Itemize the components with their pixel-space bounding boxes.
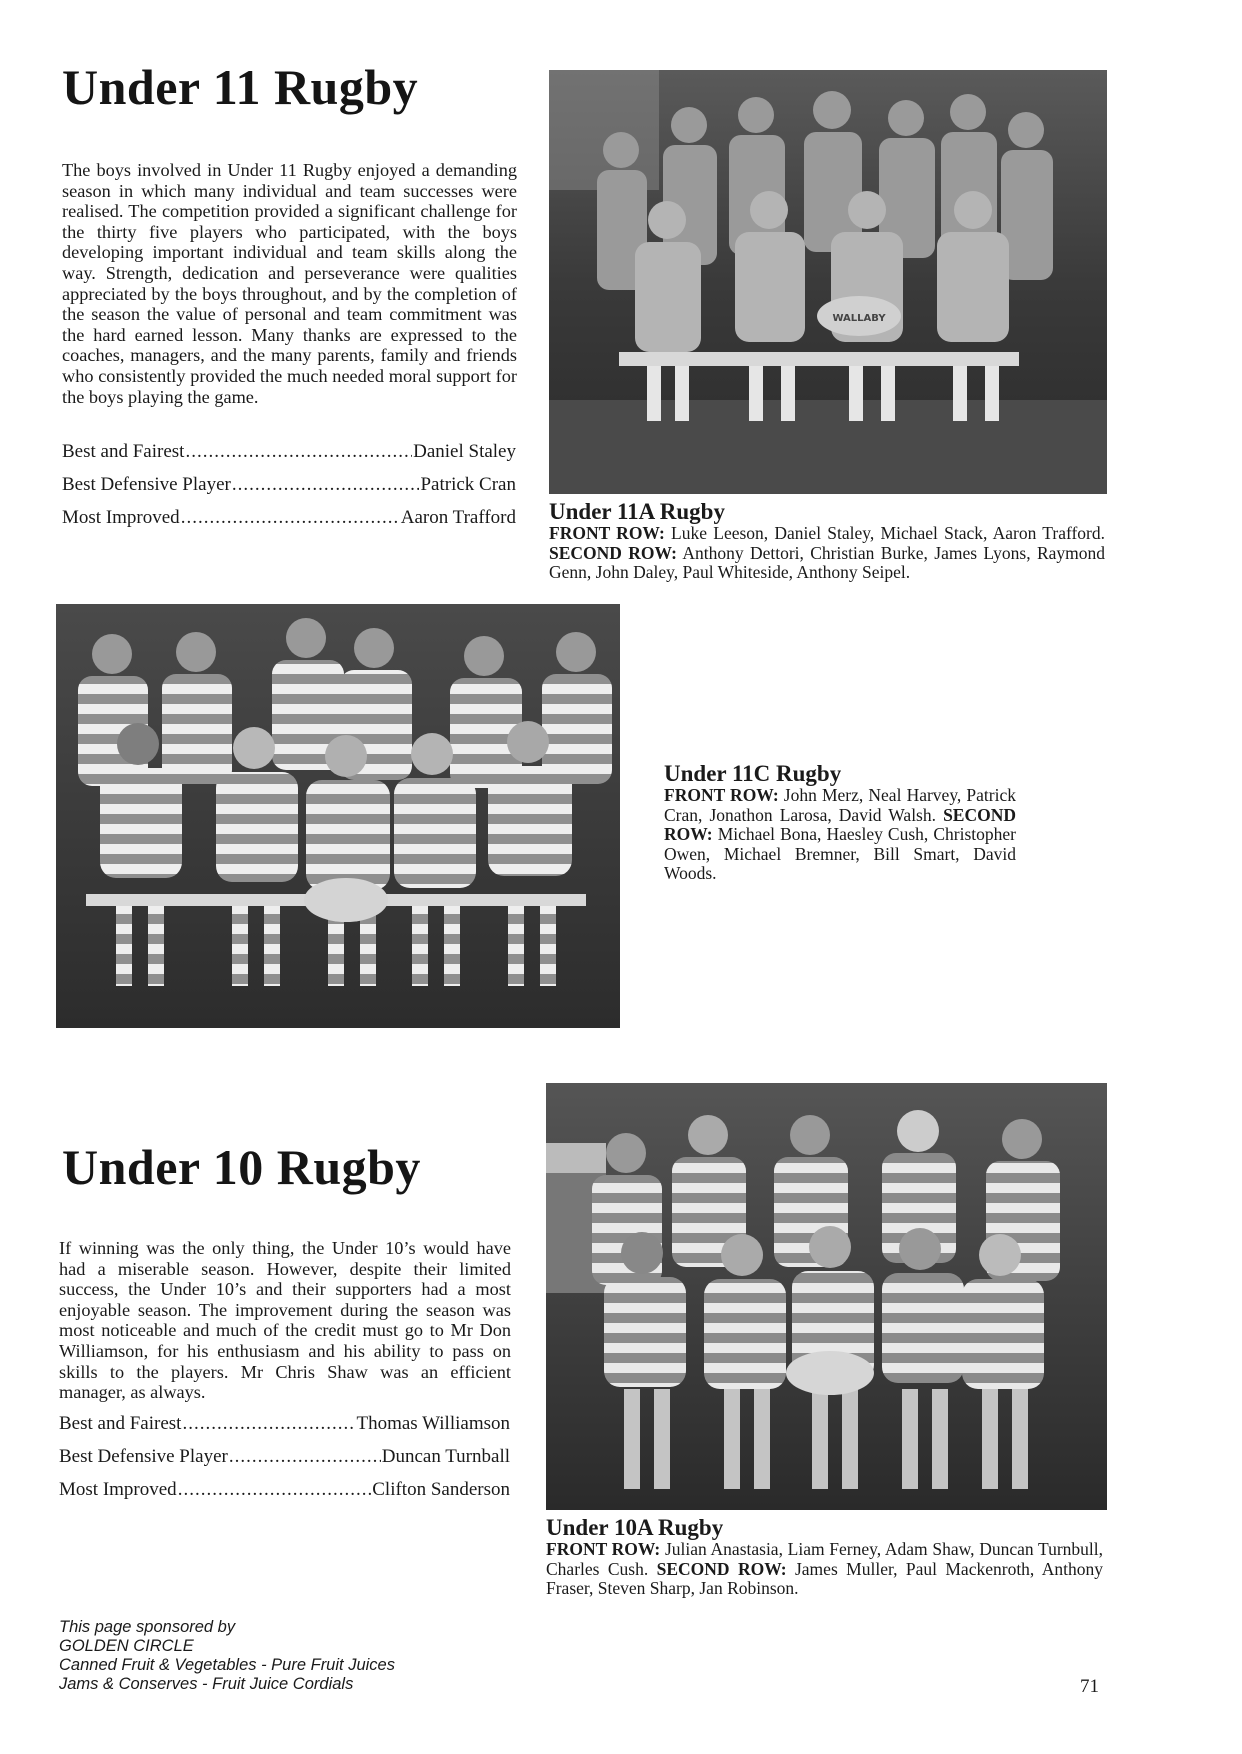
- award-label: Best and Fairest: [62, 441, 185, 462]
- caption-title: Under 10A Rugby: [546, 1515, 724, 1540]
- front-row-label: FRONT ROW:: [549, 523, 665, 543]
- under10-heading: Under 10 Rugby: [62, 1139, 421, 1195]
- award-row-best-defensive-player: [62, 474, 516, 496]
- leader-dots: [229, 1446, 381, 1468]
- front-row-names: John Merz, Neal Harvey, Patrick Cran, Jonathon Larosa, David Walsh.: [664, 785, 1016, 825]
- front-row-names: Julian Anastasia, Liam Ferney, Adam Shaw, Duncan Turnbull, Charles Cush.: [546, 1539, 1104, 1579]
- second-row-label: SECOND ROW:: [664, 804, 1017, 844]
- leader-dots: [182, 1413, 355, 1435]
- under10a-caption: [546, 1516, 1103, 1599]
- under11-awards-list: [62, 441, 516, 529]
- second-row-label: SECOND ROW:: [549, 542, 677, 563]
- award-row-most-improved: [59, 1479, 510, 1501]
- under10a-team-photo: [546, 1083, 1107, 1510]
- second-row-names: James Muller, Paul Mackenroth, Anthony Fraser, Steven Sharp, Jan Robinson.: [546, 1558, 1103, 1598]
- sponsor-line: This page sponsored by: [59, 1618, 236, 1636]
- award-label: Best and Fairest: [59, 1413, 182, 1434]
- second-row-label: SECOND ROW:: [656, 1558, 787, 1579]
- award-row-best-and-fairest: [62, 441, 516, 463]
- award-winner: Thomas Williamson: [356, 1413, 510, 1434]
- sponsor-line: Jams & Conserves - Fruit Juice Cordials: [59, 1675, 354, 1693]
- award-winner: Patrick Cran: [420, 474, 516, 495]
- award-row-most-improved: [62, 507, 516, 529]
- caption-names: [549, 524, 1105, 583]
- under10-awards-list: [59, 1413, 510, 1501]
- award-row-best-and-fairest: [59, 1413, 510, 1435]
- caption-names: [664, 786, 1016, 884]
- award-winner: Duncan Turnball: [381, 1446, 510, 1467]
- front-row-label: FRONT ROW:: [664, 785, 779, 805]
- team-photo-illustration: [546, 1083, 1107, 1510]
- award-row-best-defensive-player: [59, 1446, 510, 1468]
- rugby-ball-label: WALLABY: [832, 313, 886, 324]
- award-label: Most Improved: [59, 1479, 177, 1500]
- second-row-names: Michael Bona, Haesley Cush, Christopher Owen, Michael Bremner, Bill Smart, David Woods.: [664, 824, 1016, 883]
- under11-heading: Under 11 Rugby: [62, 59, 419, 115]
- award-winner: Daniel Staley: [413, 441, 516, 462]
- under11c-caption: [664, 762, 1016, 884]
- award-winner: Aaron Trafford: [400, 507, 516, 528]
- under11c-team-photo: [56, 604, 620, 1028]
- leader-dots: [181, 507, 400, 529]
- leader-dots: [232, 474, 420, 496]
- caption-title: Under 11A Rugby: [549, 499, 725, 524]
- leader-dots: [185, 441, 412, 463]
- under11a-team-photo: [549, 70, 1107, 494]
- sponsor-line: Canned Fruit & Vegetables - Pure Fruit Juices: [59, 1656, 395, 1674]
- front-row-label: FRONT ROW:: [546, 1539, 661, 1559]
- team-photo-illustration: [549, 70, 1107, 494]
- award-label: Best Defensive Player: [62, 474, 231, 495]
- award-label: Best Defensive Player: [59, 1446, 228, 1467]
- second-row-names: Anthony Dettori, Christian Burke, James Lyons, Raymond Genn, John Daley, Paul Whiteside, Anthony Seipel.: [549, 542, 1105, 582]
- front-row-names: Luke Leeson, Daniel Staley, Michael Stack, Aaron Trafford.: [671, 523, 1106, 543]
- under11a-caption: [549, 500, 1105, 583]
- page-number: 71: [1080, 1676, 1099, 1697]
- under10-intro-paragraph: If winning was the only thing, the Under 10’s would have had a miserable season. However, despite their limited success, the Under 10’s and their supporters had a most enjoyable season. The improvement during the season was most noticeable and much of the credit must go to Mr Don Williamson, for his enthusiasm and his ability to pass on skills to the players. Mr Chris Shaw was an efficient manager, as always.: [59, 1238, 511, 1403]
- caption-title: Under 11C Rugby: [664, 761, 842, 786]
- under11-intro-paragraph: The boys involved in Under 11 Rugby enjoyed a demanding season in which many individual and team successes were realised. The competition provided a significant challenge for the thirty five players who participated, with the boys developing important individual and team skills along the way. Strength, dedication and perseverance were qualities appreciated by the boys throughout, and by the completion of the season the value of personal and team commitment was the hard earned lesson. Many thanks are expressed to the coaches, managers, and the many parents, family and friends who consistently provided the much needed moral support for the boys playing the game.: [62, 160, 517, 407]
- award-label: Most Improved: [62, 507, 180, 528]
- leader-dots: [178, 1479, 372, 1501]
- sponsor-notice: [59, 1618, 499, 1694]
- sponsor-name: GOLDEN CIRCLE: [59, 1637, 194, 1655]
- team-photo-illustration: [56, 604, 620, 1028]
- award-winner: Clifton Sanderson: [372, 1479, 510, 1500]
- caption-names: [546, 1540, 1103, 1599]
